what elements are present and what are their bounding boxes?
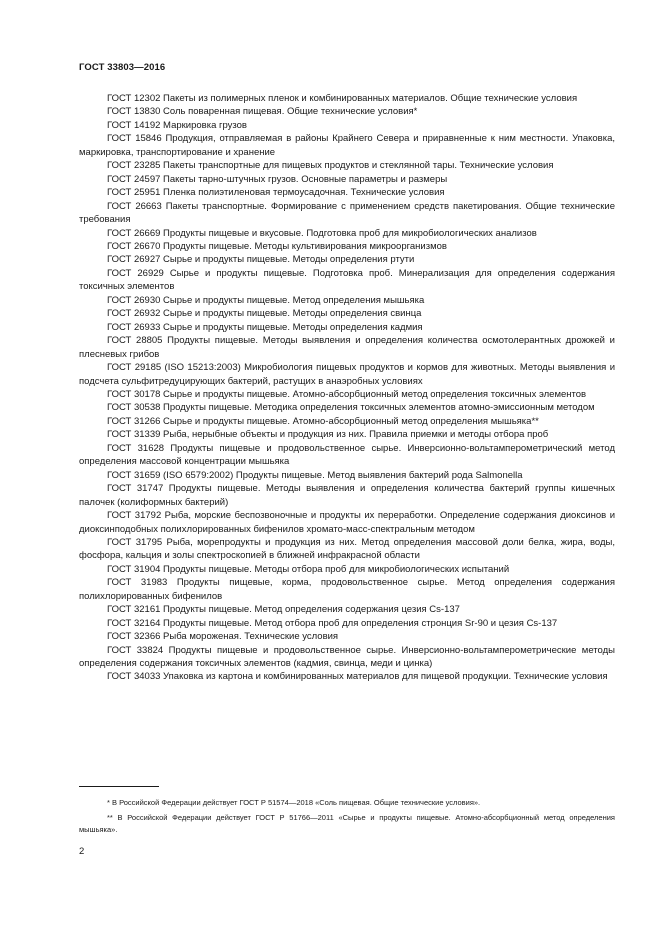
- reference-entry: ГОСТ 12302 Пакеты из полимерных пленок и комбинированных материалов. Общие технические условия: [107, 93, 578, 104]
- reference-entry: ГОСТ 26933 Сырье и продукты пищевые. Методы определения кадмия: [107, 321, 423, 333]
- reference-entry: ГОСТ 34033 Упаковка из картона и комбинированных материалов для пищевой продукции. Технические условия: [107, 671, 608, 683]
- reference-entry: ГОСТ 30538 Продукты пищевые. Методика определения токсичных элементов атомно-эмиссионным методом: [107, 402, 595, 414]
- document-header: ГОСТ 33803—2016: [79, 62, 166, 73]
- reference-entry: ГОСТ 31628 Продукты пищевые и продовольственное сырье. Инверсионно-вольтамперометрический метод определения массовой концентрации мышьяка: [79, 442, 615, 468]
- reference-entry: ГОСТ 25951 Пленка полиэтиленовая термоусадочная. Технические условия: [107, 187, 445, 199]
- reference-entry: ГОСТ 26930 Сырье и продукты пищевые. Метод определения мышьяка: [107, 294, 425, 306]
- reference-entry: ГОСТ 26669 Продукты пищевые и вкусовые. Подготовка проб для микробиологических анализов: [107, 227, 537, 239]
- footnote-separator: [79, 786, 159, 787]
- reference-entry: ГОСТ 26663 Пакеты транспортные. Формирование с применением средств пакетирования. Общие технические требования: [79, 200, 615, 226]
- reference-entry: ГОСТ 26670 Продукты пищевые. Методы культивирования микроорганизмов: [107, 240, 447, 252]
- reference-entry: ГОСТ 23285 Пакеты транспортные для пищевых продуктов и стеклянной тары. Технические условия: [107, 160, 554, 172]
- reference-entry: ГОСТ 31795 Рыба, морепродукты и продукция из них. Метод определения массовой доли белка, жира, воды, фосфора, кальция и золы спектроскопией в ближней инфракрасной области: [79, 536, 615, 562]
- reference-entry: ГОСТ 33824 Продукты пищевые и продовольственное сырье. Инверсионно-вольтамперометрические методы определения содержания токсичных элементов (кадмия, свинца, меди и цинка): [79, 644, 615, 670]
- reference-entry: ГОСТ 31266 Сырье и продукты пищевые. Атомно-абсорбционный метод определения мышьяка**: [107, 415, 539, 427]
- reference-entry: ГОСТ 26927 Сырье и продукты пищевые. Методы определения ртути: [107, 254, 415, 266]
- reference-entry: ГОСТ 26932 Сырье и продукты пищевые. Методы определения свинца: [107, 308, 422, 320]
- reference-entry: ГОСТ 24597 Пакеты тарно-штучных грузов. Основные параметры и размеры: [107, 173, 448, 185]
- reference-entry: ГОСТ 31339 Рыба, нерыбные объекты и продукция из них. Правила приемки и методы отбора проб: [107, 429, 549, 441]
- reference-entry: ГОСТ 14192 Маркировка грузов: [107, 119, 247, 131]
- reference-entry: ГОСТ 29185 (ISO 15213:2003) Микробиология пищевых продуктов и кормов для животных. Методы выявления и подсчета сульфитредуцирующих бактерий, растущих в анаэробных условиях: [79, 362, 615, 387]
- reference-entry: ГОСТ 32366 Рыба мороженая. Технические условия: [107, 631, 339, 643]
- footnote: ** В Российской Федерации действует ГОСТ Р 51766—2011 «Сырье и продукты пищевые. Атомно-абсорбционный метод определения мышьяка».: [79, 813, 615, 835]
- reference-entry: ГОСТ 32164 Продукты пищевые. Метод отбора проб для определения стронция Sr-90 и цезия Cs-137: [107, 617, 558, 629]
- footnote: * В Российской Федерации действует ГОСТ Р 51574—2018 «Соль пищевая. Общие технические условия».: [107, 798, 481, 807]
- reference-entry: ГОСТ 31747 Продукты пищевые. Методы выявления и определения количества бактерий группы кишечных палочек (колиформных бактерий): [79, 483, 615, 508]
- reference-entry: ГОСТ 13830 Соль поваренная пищевая. Общие технические условия*: [107, 106, 418, 118]
- reference-entry: ГОСТ 31792 Рыба, морские беспозвоночные и продукты их переработки. Определение содержания диоксинов и диоксинподобных полихлорированных бифенилов хромато-масс-спектральным методом: [79, 510, 615, 535]
- reference-entry: ГОСТ 31983 Продукты пищевые, корма, продовольственное сырье. Метод определения содержания полихлорированных бифенилов: [79, 577, 615, 602]
- reference-entry: ГОСТ 26929 Сырье и продукты пищевые. Подготовка проб. Минерализация для определения содержания токсичных элементов: [79, 267, 615, 293]
- normative-references-list: [79, 92, 615, 684]
- reference-entry: ГОСТ 28805 Продукты пищевые. Методы выявления и определения количества осмотолерантных дрожжей и плесневых грибов: [79, 335, 615, 360]
- reference-entry: ГОСТ 32161 Продукты пищевые. Метод определения содержания цезия Cs-137: [107, 604, 460, 616]
- page-number: 2: [79, 846, 85, 857]
- reference-entry: ГОСТ 31904 Продукты пищевые. Методы отбора проб для микробиологических испытаний: [107, 563, 510, 575]
- reference-entry: ГОСТ 15846 Продукция, отправляемая в районы Крайнего Севера и приравненные к ним местности. Упаковка, маркировка, транспортирование и хранение: [79, 133, 615, 158]
- reference-entry: ГОСТ 31659 (ISO 6579:2002) Продукты пищевые. Метод выявления бактерий рода Salmonella: [107, 469, 523, 481]
- reference-entry: ГОСТ 30178 Сырье и продукты пищевые. Атомно-абсорбционный метод определения токсичных элементов: [107, 388, 587, 400]
- footnotes: [79, 797, 615, 840]
